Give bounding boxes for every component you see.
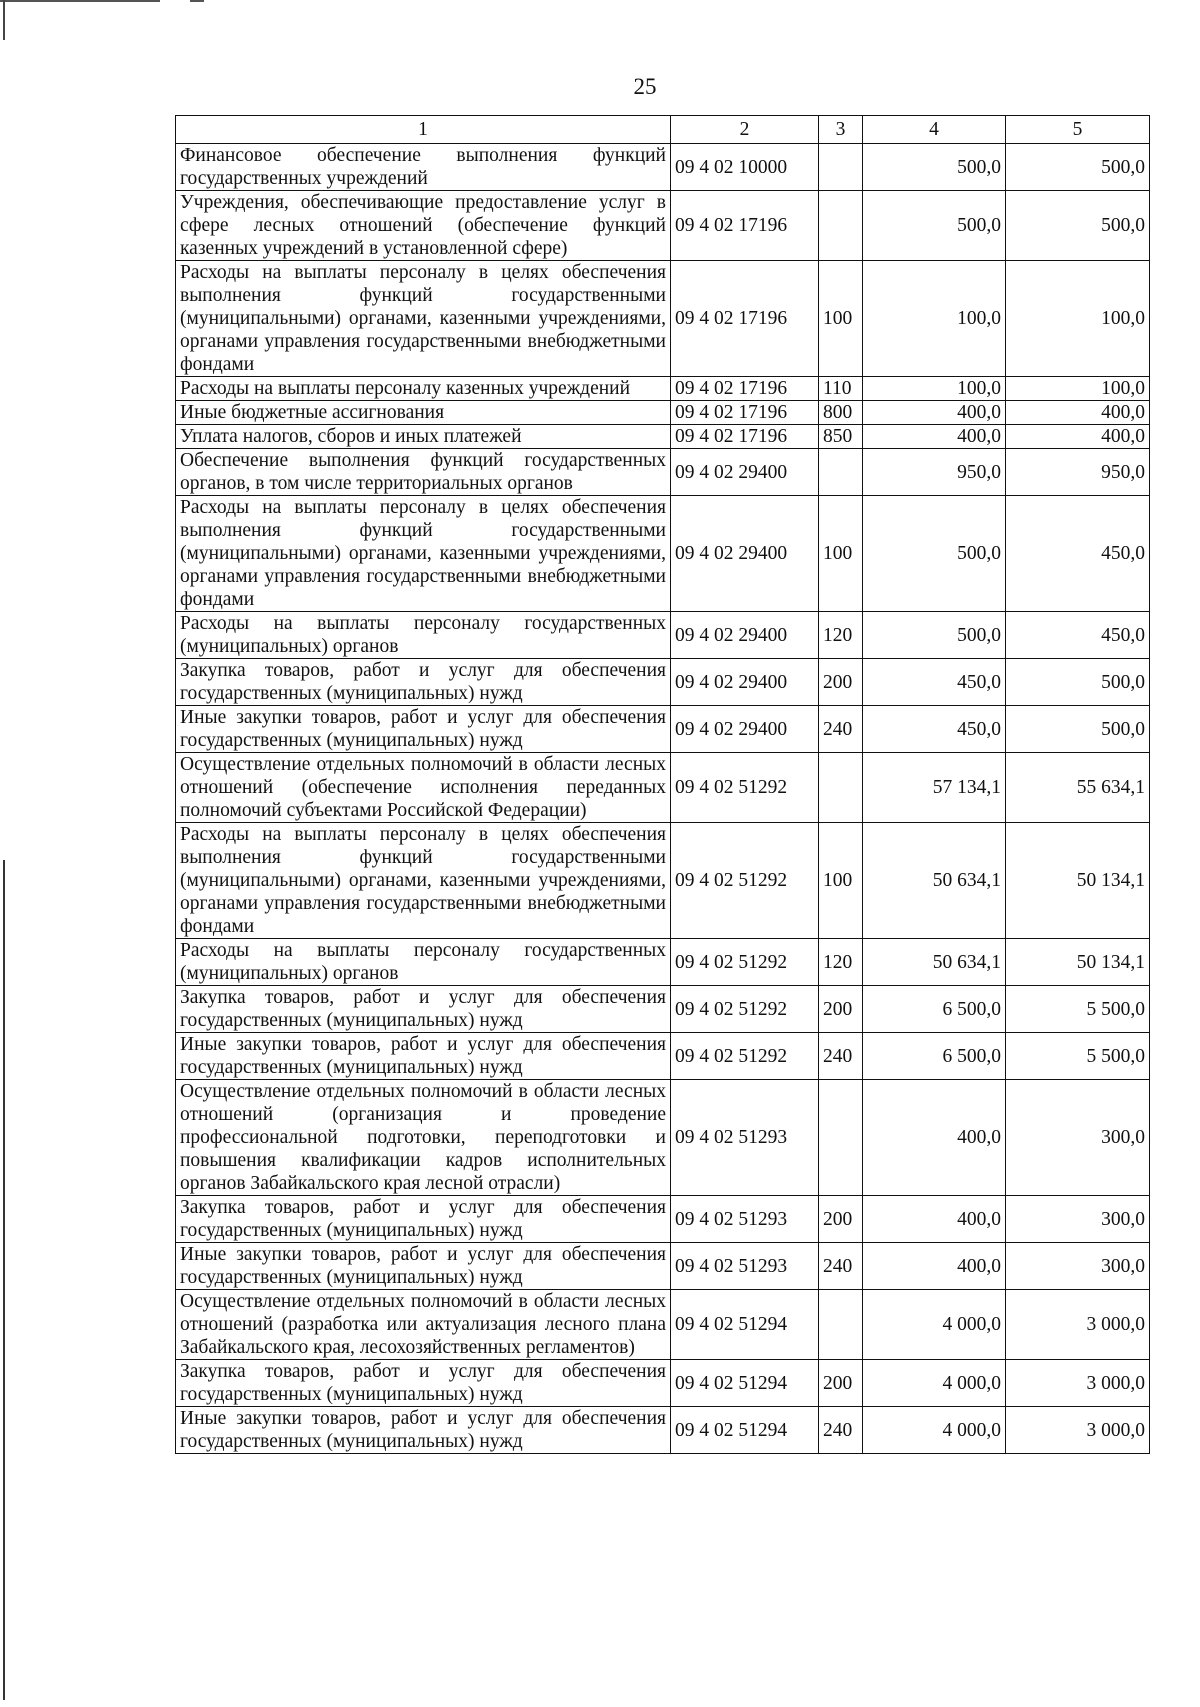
table-row — [176, 144, 1150, 191]
row-value-col5-cell: 450,0 — [1006, 612, 1150, 659]
row-value-col5-cell: 300,0 — [1006, 1243, 1150, 1290]
row-value-col4-cell: 400,0 — [863, 1243, 1006, 1290]
table-row — [176, 706, 1150, 753]
row-value-col5-cell: 500,0 — [1006, 706, 1150, 753]
row-value-col5-cell: 450,0 — [1006, 496, 1150, 612]
row-name-cell: Уплата налогов, сборов и иных платежей — [176, 425, 671, 449]
header-col-3: 3 — [819, 116, 863, 144]
row-expense-type-cell: 200 — [819, 1360, 863, 1407]
row-value-col5-cell: 3 000,0 — [1006, 1407, 1150, 1454]
row-value-col4-cell: 450,0 — [863, 659, 1006, 706]
row-name-cell: Закупка товаров, работ и услуг для обеспечения государственных (муниципальных) нужд — [176, 1360, 671, 1407]
row-code-cell: 09 4 02 51292 — [671, 939, 819, 986]
table-row — [176, 449, 1150, 496]
row-code-cell: 09 4 02 51294 — [671, 1360, 819, 1407]
table-row — [176, 939, 1150, 986]
row-name-cell: Закупка товаров, работ и услуг для обеспечения государственных (муниципальных) нужд — [176, 1196, 671, 1243]
row-name-cell: Иные закупки товаров, работ и услуг для обеспечения государственных (муниципальных) нужд — [176, 1033, 671, 1080]
table-row — [176, 401, 1150, 425]
table-row — [176, 612, 1150, 659]
row-value-col5-cell: 500,0 — [1006, 191, 1150, 261]
row-value-col4-cell: 500,0 — [863, 496, 1006, 612]
header-col-2: 2 — [671, 116, 819, 144]
row-expense-type-cell: 240 — [819, 706, 863, 753]
row-name-cell: Закупка товаров, работ и услуг для обеспечения государственных (муниципальных) нужд — [176, 986, 671, 1033]
row-name-cell: Расходы на выплаты персоналу в целях обеспечения выполнения функций государственными (муниципальными) органами, казенными учреждениями, органами управления государственными внебюджетными фондами — [176, 823, 671, 939]
row-expense-type-cell: 120 — [819, 939, 863, 986]
row-value-col4-cell: 50 634,1 — [863, 823, 1006, 939]
row-expense-type-cell — [819, 144, 863, 191]
row-value-col4-cell: 950,0 — [863, 449, 1006, 496]
table-row — [176, 496, 1150, 612]
row-code-cell: 09 4 02 51292 — [671, 823, 819, 939]
table-row — [176, 261, 1150, 377]
row-name-cell: Осуществление отдельных полномочий в области лесных отношений (обеспечение исполнения переданных полномочий субъектами Российской Федерации) — [176, 753, 671, 823]
table-row — [176, 1080, 1150, 1196]
row-value-col5-cell: 100,0 — [1006, 377, 1150, 401]
row-code-cell: 09 4 02 17196 — [671, 425, 819, 449]
row-name-cell: Иные закупки товаров, работ и услуг для обеспечения государственных (муниципальных) нужд — [176, 706, 671, 753]
row-value-col4-cell: 400,0 — [863, 1196, 1006, 1243]
row-name-cell: Обеспечение выполнения функций государственных органов, в том числе территориальных органов — [176, 449, 671, 496]
row-expense-type-cell: 240 — [819, 1407, 863, 1454]
row-expense-type-cell: 100 — [819, 823, 863, 939]
row-code-cell: 09 4 02 51293 — [671, 1080, 819, 1196]
row-code-cell: 09 4 02 51294 — [671, 1407, 819, 1454]
row-value-col5-cell: 5 500,0 — [1006, 986, 1150, 1033]
row-value-col5-cell: 100,0 — [1006, 261, 1150, 377]
table-row — [176, 986, 1150, 1033]
row-code-cell: 09 4 02 17196 — [671, 401, 819, 425]
scan-edge-left-top — [3, 0, 5, 40]
row-value-col4-cell: 400,0 — [863, 401, 1006, 425]
budget-table — [175, 115, 1150, 1454]
scan-edge-top-fragment — [190, 0, 204, 2]
row-value-col4-cell: 4 000,0 — [863, 1407, 1006, 1454]
row-value-col4-cell: 450,0 — [863, 706, 1006, 753]
row-expense-type-cell — [819, 449, 863, 496]
row-code-cell: 09 4 02 29400 — [671, 706, 819, 753]
row-expense-type-cell: 240 — [819, 1243, 863, 1290]
row-code-cell: 09 4 02 29400 — [671, 612, 819, 659]
row-name-cell: Осуществление отдельных полномочий в области лесных отношений (разработка или актуализация лесного плана Забайкальского края, лесохозяйственных регламентов) — [176, 1290, 671, 1360]
row-code-cell: 09 4 02 51292 — [671, 986, 819, 1033]
row-code-cell: 09 4 02 51292 — [671, 1033, 819, 1080]
row-code-cell: 09 4 02 17196 — [671, 377, 819, 401]
row-value-col4-cell: 6 500,0 — [863, 1033, 1006, 1080]
row-expense-type-cell — [819, 1290, 863, 1360]
row-expense-type-cell: 120 — [819, 612, 863, 659]
row-value-col4-cell: 4 000,0 — [863, 1360, 1006, 1407]
row-value-col4-cell: 100,0 — [863, 261, 1006, 377]
row-expense-type-cell: 240 — [819, 1033, 863, 1080]
row-value-col4-cell: 4 000,0 — [863, 1290, 1006, 1360]
row-expense-type-cell: 110 — [819, 377, 863, 401]
row-value-col4-cell: 57 134,1 — [863, 753, 1006, 823]
row-expense-type-cell: 200 — [819, 1196, 863, 1243]
row-value-col5-cell: 3 000,0 — [1006, 1360, 1150, 1407]
table-row — [176, 1290, 1150, 1360]
row-expense-type-cell: 850 — [819, 425, 863, 449]
row-value-col5-cell: 400,0 — [1006, 401, 1150, 425]
table-row — [176, 753, 1150, 823]
row-expense-type-cell: 200 — [819, 986, 863, 1033]
row-name-cell: Финансовое обеспечение выполнения функций государственных учреждений — [176, 144, 671, 191]
scan-edge-left — [3, 860, 5, 1700]
row-code-cell: 09 4 02 51293 — [671, 1243, 819, 1290]
table-body — [176, 144, 1150, 1454]
row-expense-type-cell: 100 — [819, 496, 863, 612]
row-value-col4-cell: 500,0 — [863, 144, 1006, 191]
row-expense-type-cell — [819, 753, 863, 823]
header-col-5: 5 — [1006, 116, 1150, 144]
row-name-cell: Учреждения, обеспечивающие предоставление услуг в сфере лесных отношений (обеспечение функций казенных учреждений в установленной сфере) — [176, 191, 671, 261]
row-code-cell: 09 4 02 51292 — [671, 753, 819, 823]
table-row — [176, 1360, 1150, 1407]
row-value-col4-cell: 400,0 — [863, 1080, 1006, 1196]
scan-edge-top — [0, 0, 160, 2]
table-row — [176, 425, 1150, 449]
row-value-col5-cell: 3 000,0 — [1006, 1290, 1150, 1360]
row-value-col4-cell: 500,0 — [863, 191, 1006, 261]
row-value-col5-cell: 500,0 — [1006, 144, 1150, 191]
row-name-cell: Осуществление отдельных полномочий в области лесных отношений (организация и проведение профессиональной подготовки, переподготовки и повышения квалификации кадров исполнительных органов Забайкальского края лесной отрасли) — [176, 1080, 671, 1196]
row-value-col5-cell: 950,0 — [1006, 449, 1150, 496]
row-value-col5-cell: 5 500,0 — [1006, 1033, 1150, 1080]
table-row — [176, 1407, 1150, 1454]
row-name-cell: Расходы на выплаты персоналу в целях обеспечения выполнения функций государственными (муниципальными) органами, казенными учреждениями, органами управления государственными внебюджетными фондами — [176, 496, 671, 612]
row-value-col5-cell: 50 134,1 — [1006, 823, 1150, 939]
row-expense-type-cell: 800 — [819, 401, 863, 425]
row-code-cell: 09 4 02 17196 — [671, 191, 819, 261]
row-value-col5-cell: 50 134,1 — [1006, 939, 1150, 986]
row-name-cell: Иные закупки товаров, работ и услуг для обеспечения государственных (муниципальных) нужд — [176, 1243, 671, 1290]
row-value-col5-cell: 400,0 — [1006, 425, 1150, 449]
row-name-cell: Закупка товаров, работ и услуг для обеспечения государственных (муниципальных) нужд — [176, 659, 671, 706]
row-value-col5-cell: 500,0 — [1006, 659, 1150, 706]
row-name-cell: Иные бюджетные ассигнования — [176, 401, 671, 425]
row-expense-type-cell: 200 — [819, 659, 863, 706]
row-code-cell: 09 4 02 29400 — [671, 449, 819, 496]
row-value-col4-cell: 500,0 — [863, 612, 1006, 659]
table-row — [176, 823, 1150, 939]
header-row — [176, 116, 1150, 144]
row-name-cell: Расходы на выплаты персоналу государственных (муниципальных) органов — [176, 939, 671, 986]
page-number: 25 — [633, 74, 657, 99]
header-col-4: 4 — [863, 116, 1006, 144]
table-row — [176, 1243, 1150, 1290]
row-expense-type-cell — [819, 1080, 863, 1196]
row-code-cell: 09 4 02 29400 — [671, 659, 819, 706]
row-name-cell: Расходы на выплаты персоналу казенных учреждений — [176, 377, 671, 401]
row-expense-type-cell — [819, 191, 863, 261]
row-value-col4-cell: 6 500,0 — [863, 986, 1006, 1033]
row-name-cell: Расходы на выплаты персоналу государственных (муниципальных) органов — [176, 612, 671, 659]
row-code-cell: 09 4 02 10000 — [671, 144, 819, 191]
row-code-cell: 09 4 02 29400 — [671, 496, 819, 612]
row-name-cell: Иные закупки товаров, работ и услуг для обеспечения государственных (муниципальных) нужд — [176, 1407, 671, 1454]
row-value-col5-cell: 300,0 — [1006, 1196, 1150, 1243]
row-value-col5-cell: 300,0 — [1006, 1080, 1150, 1196]
table-row — [176, 191, 1150, 261]
table-row — [176, 659, 1150, 706]
row-code-cell: 09 4 02 51293 — [671, 1196, 819, 1243]
table-row — [176, 1196, 1150, 1243]
row-expense-type-cell: 100 — [819, 261, 863, 377]
table-row — [176, 1033, 1150, 1080]
row-value-col4-cell: 100,0 — [863, 377, 1006, 401]
row-code-cell: 09 4 02 17196 — [671, 261, 819, 377]
row-value-col4-cell: 50 634,1 — [863, 939, 1006, 986]
header-col-1: 1 — [176, 116, 671, 144]
row-value-col4-cell: 400,0 — [863, 425, 1006, 449]
table-row — [176, 377, 1150, 401]
row-name-cell: Расходы на выплаты персоналу в целях обеспечения выполнения функций государственными (муниципальными) органами, казенными учреждениями, органами управления государственными внебюджетными фондами — [176, 261, 671, 377]
row-code-cell: 09 4 02 51294 — [671, 1290, 819, 1360]
row-value-col5-cell: 55 634,1 — [1006, 753, 1150, 823]
